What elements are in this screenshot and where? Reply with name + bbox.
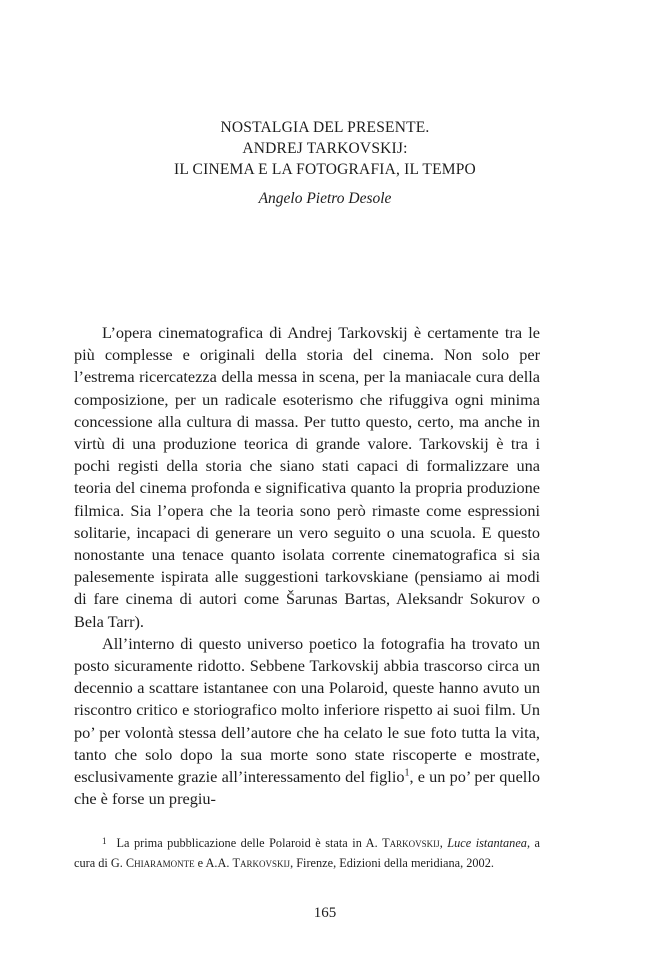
chapter-title [0, 117, 650, 180]
paragraph-2 [74, 633, 540, 811]
footnote-editor: Chiaramonte [125, 856, 195, 870]
body-text [74, 322, 540, 810]
footnote-text: e A.A. [194, 856, 233, 870]
footnote-number: 1 [102, 836, 107, 846]
page-number: 165 [313, 905, 337, 921]
paragraph-1: L’opera cinematografica di Andrej Tarkovskij è certamente tra le più complesse e originali della storia del cinema. Non solo per l’estrema ricercatezza della messa in scena, per la maniacale cura della composizione, per un radicale esoterismo che rifuggiva ogni minima concessione alla cultura di massa. Per tutto questo, certo, ma anche in virtù di una produzione teorica di grande valore. Tarkovskij è tra i pochi registi della storia che siano stati capaci di formalizzare una teoria del cinema profonda e significativa quanto la propria produzione filmica. Sia l’opera che la teoria sono però rimaste come espressioni solitarie, incapaci di generare un vero seguito o una scuola. E questo nonostante una tenace quanto isolata corrente cinematografica si sia palesemente ispirata alle suggestioni tarkovskiane (pensiamo ai modi di fare cinema di autori come Šarunas Bartas, Aleksandr Sokurov o Bela Tarr). [74, 323, 540, 631]
footnote-editor: Tarkovskij [232, 856, 291, 870]
footnote-text: , Firenze, Edizioni della meridiana, 2002. [290, 856, 494, 870]
author-name: Angelo Pietro Desole [258, 190, 392, 207]
footnotes [74, 831, 540, 873]
footnote-text: , a cura di G. [74, 836, 540, 870]
footnote-author: Tarkovskij [382, 836, 440, 850]
title-line-2: ANDREJ TARKOVSKIJ: [242, 140, 408, 157]
paragraph-2-continuation: , e un po’ per quello che è forse un pregiu- [74, 767, 540, 809]
footnote-text: La prima pubblicazione delle Polaroid è stata in A. [116, 836, 383, 850]
footnote-reference: 1 [404, 767, 410, 779]
footnote-1 [74, 831, 540, 873]
paragraph-2-text: All’interno di questo universo poetico la fotografia ha trovato un posto sicuramente ridotto. Sebbene Tarkovskij abbia trascorso circa un decennio a scattare istantanee con una Polaroid, queste hanno avuto un riscontro critico e storiografico molto inferiore rispetto ai suoi film. Un po’ per volontà stessa dell’autore che ha celato le sue foto tutta la vita, tanto che solo dopo la sua morte sono state riscoperte e mostrate, esclusivamente grazie all’interessamento del figlio [74, 633, 540, 787]
title-line-3: IL CINEMA E LA FOTOGRAFIA, IL TEMPO [174, 161, 476, 178]
footnote-book-title: Luce istantanea [447, 836, 527, 850]
title-line-1: NOSTALGIA DEL PRESENTE. [220, 119, 430, 136]
footnote-text: , [439, 836, 448, 850]
